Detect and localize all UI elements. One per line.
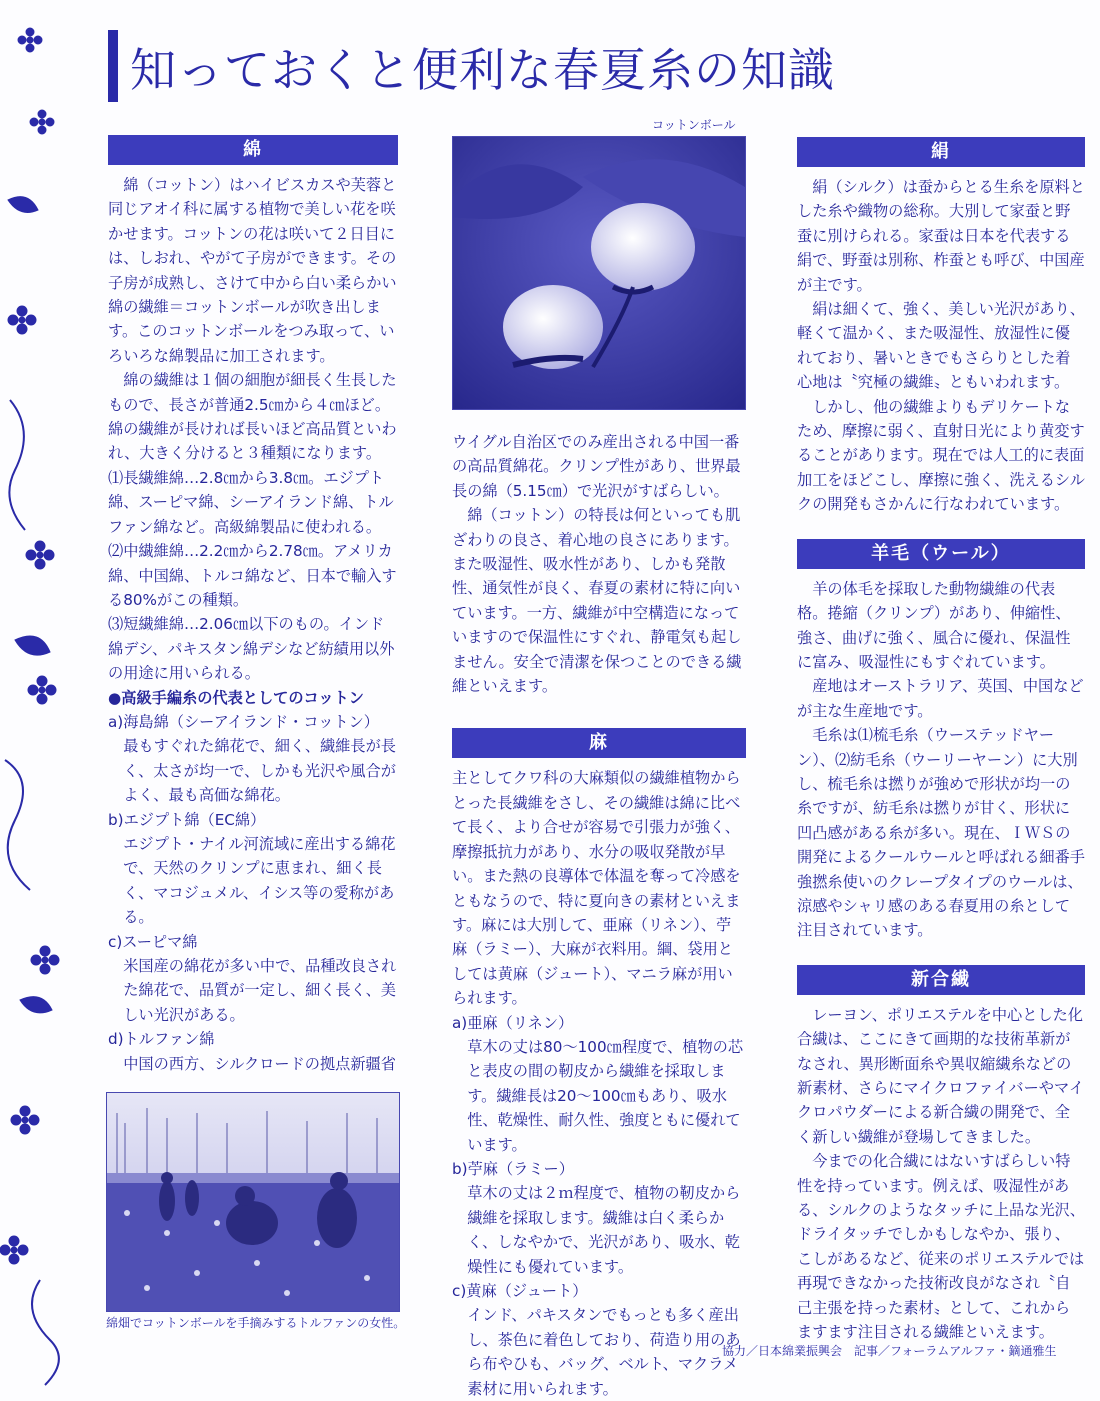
paragraph: ウイグル自治区でのみ産出される中国一番の高品質綿花。クリンプ性があり、世界最長の綿（5.15㎝）で光沢がすばらしい。 xyxy=(452,433,741,500)
item-title: c)黄麻（ジュート） xyxy=(452,1282,588,1300)
paragraph: 今までの化合繊にはないすばらしい特性を持っています。例えば、吸湿性がある、シルクのようなタッチに上品な光沢、ドライタッチでしかもしなやか、張り、こしがあるなど、従来のポリエステルでは再現できなかった技術改良がなされ〝自己主張を持った素材〟として、これからますます注目される繊維といえます。 xyxy=(797,1152,1085,1342)
cotton-field-photo xyxy=(106,1092,400,1312)
floral-margin-decoration xyxy=(0,0,70,1391)
column-cotton-linen xyxy=(452,430,746,1401)
leaf-icon xyxy=(15,636,50,655)
flower-icon xyxy=(8,306,36,334)
section-header-linen: 麻 xyxy=(452,728,746,758)
section-header-synthetic: 新合繊 xyxy=(797,965,1085,995)
list-item: ⑵中繊維綿…2.2㎝から2.78㎝。アメリカ綿、中国綿、トルコ綿など、日本で輸入する80%がこの種類。 xyxy=(108,542,397,609)
paragraph: 絹（シルク）は蚕からとる生糸を原料とした糸や織物の総称。大別して家蚕と野蚕に別けられる。家蚕は日本を代表する絹で、野蚕は別称、柞蚕とも呼び、中国産が主です。 xyxy=(797,178,1085,294)
item-title: a)海島綿（シーアイランド・コットン） xyxy=(108,712,379,731)
item-title: c)スーピマ綿 xyxy=(108,932,198,951)
list-item: ⑶短繊維綿…2.06㎝以下のもの。インド綿デシ、パキスタン綿デシなど紡績用以外の用途に用いられる。 xyxy=(108,615,395,683)
column-cotton xyxy=(108,135,398,1076)
flower-icon xyxy=(31,946,59,974)
item-title: b)エジプト綿（EC綿） xyxy=(108,810,266,829)
list-item: ⑴長繊維綿…2.8㎝から3.8㎝。エジプト綿、スーピマ綿、シーアイランド綿、トルファン綿など。高級綿製品に使われる。 xyxy=(108,468,394,536)
item-text: 草木の丈は80～100㎝程度で、植物の芯と表皮の間の靭皮から繊維を採取します。繊維長は20～100㎝もあり、吸水性、乾燥性、耐久性、強度ともに優れています。 xyxy=(467,1037,744,1154)
paragraph: 羊の体毛を採取した動物繊維の代表格。捲縮（クリンプ）があり、伸縮性、強さ、曲げに強く、風合に優れ、保温性に富み、吸湿性にもすぐれています。 xyxy=(797,579,1071,671)
column-silk-wool-synthetic xyxy=(797,137,1085,1344)
item-text: 草木の丈は２ｍ程度で、植物の靭皮から繊維を採取します。繊維は白く柔らかく、しなやかで、光沢があり、吸水、乾燥性にも優れています。 xyxy=(467,1184,741,1276)
title-accent-bar xyxy=(108,30,118,102)
section-header-silk: 絹 xyxy=(797,137,1085,167)
item-text: エジプト・ナイル河流域に産出する綿花で、天然のクリンプに恵まれ、細く長く、マコジュメル、イシス等の愛称がある。 xyxy=(123,834,396,927)
photo-label: コットンボール xyxy=(652,118,736,132)
paragraph: 綿の繊維は１個の細胞が細長く生長したもので、長さが普通2.5㎝から４㎝ほど。綿の繊維が長ければ長いほど高品質といわれ、大きく分けると３種類になります。 xyxy=(108,371,397,463)
paragraph: 産地はオーストラリア、英国、中国などが主な生産地です。 xyxy=(797,677,1084,720)
section-header-cotton: 綿 xyxy=(108,135,398,165)
credit-line: 協力／日本綿業振興会 記事／フォーラムアルファ・鏑通雅生 xyxy=(722,1344,1057,1358)
leaf-icon xyxy=(8,197,38,213)
vine-icon xyxy=(32,1280,59,1385)
paragraph: 毛糸は⑴梳毛糸（ウーステッドヤーン）、⑵紡毛糸（ウーリーヤーン）に大別し、梳毛糸は撚りが強めで形状が均一の糸ですが、紡毛糸は撚りが甘く、形状に凹凸感がある糸が多い。現在、ＩＷＳの開発によるクールウールと呼ばれる細番手強撚糸使いのクレープタイプのウールは、涼感やシャリ感のある春夏用の糸として注目されています。 xyxy=(797,726,1085,940)
flower-icon xyxy=(26,541,54,569)
cotton-ball-photo xyxy=(452,136,746,410)
item-title: b)苧麻（ラミー） xyxy=(452,1159,574,1178)
item-text: インド、パキスタンでもっとも多く産出し、茶色に着色しており、荷造り用のあら布やひも、バッグ、ベルト、マクラメ素材に用いられます。 xyxy=(467,1306,741,1398)
item-text: 中国の西方、シルクロードの拠点新疆省 xyxy=(123,1054,396,1073)
flower-icon xyxy=(11,1106,39,1134)
paragraph: しかし、他の繊維よりもデリケートなため、摩擦に弱く、直射日光により黄変することがあります。現在では人工的に表面加工をほどこし、摩擦に強く、洗えるシルクの開発もさかんに行なわれています。 xyxy=(797,397,1085,514)
paragraph: レーヨン、ポリエステルを中心とした化合繊は、ここにきて画期的な技術革新がなされ、異形断面糸や異収縮繊糸などの新素材、さらにマイクロファイバーやマイクロパウダーによる新合繊の開発で、全く新しい繊維が登場してきました。 xyxy=(797,1005,1085,1146)
sub-heading: ●高級手編糸の代表としてのコットン xyxy=(108,688,364,707)
page-title: 知っておくと便利な春夏糸の知識 xyxy=(130,43,835,97)
item-text: 最もすぐれた綿花で、細く、繊維長が長く、太さが均一で、しかも光沢や風合がよく、最も高価な綿花。 xyxy=(123,737,396,805)
paragraph: 綿（コットン）はハイビスカスや芙蓉と同じアオイ科に属する植物で美しい花を咲かせます。コットンの花は咲いて２日目には、しおれ、やがて子房ができます。その子房が成熟し、さけて中から白い柔らかい綿の繊維＝コットンボールが吹き出します。このコットンボールをつみ取って、いろいろな綿製品に加工されます。 xyxy=(108,176,397,365)
paragraph: 綿（コットン）の特長は何といっても肌ざわりの良さ、着心地の良さにあります。また吸湿性、吸水性があり、しかも発散性、通気性が良く、春夏の素材に特に向いています。一方、繊維が中空構造になっていますので保温性にすぐれ、静電気も起しません。安全で清潔を保つことのできる繊維といえます。 xyxy=(452,506,742,696)
flower-icon xyxy=(0,1236,28,1264)
vine-icon xyxy=(9,400,25,530)
leaf-icon xyxy=(20,997,52,1013)
photo-caption: 綿畑でコットンボールを手摘みするトルファンの女性。 xyxy=(106,1316,406,1330)
item-text: 米国産の綿花が多い中で、品種改良された綿花で、品質が一定し、細く長く、美しい光沢がある。 xyxy=(123,957,397,1024)
flower-icon xyxy=(28,676,56,704)
vine-icon xyxy=(5,760,30,890)
section-header-wool: 羊毛（ウール） xyxy=(797,539,1085,569)
item-title: a)亜麻（リネン） xyxy=(452,1013,574,1032)
item-title: d)トルファン綿 xyxy=(108,1030,215,1049)
paragraph: 主としてクワ科の大麻類似の繊維植物からとった長繊維をさし、その繊維は綿に比べて長く、より合せが容易で引張力が強く、摩擦抵抗力があり、水分の吸収発散が早い。また熱の良導体で体温を奪って冷感をともなうので、特に夏向きの素材といえます。麻には大別して、亜麻（リネン）、苧麻（ラミー）、大麻が衣料用。綱、袋用としては黄麻（ジュート）、マニラ麻が用いられます。 xyxy=(452,769,741,1008)
flower-icon xyxy=(18,28,42,52)
paragraph: 絹は細くて、強く、美しい光沢があり、軽くて温かく、また吸湿性、放湿性に優れており、暑いときでもさらりとした着心地は〝究極の繊維〟ともいわれます。 xyxy=(797,300,1085,392)
flower-icon xyxy=(30,110,54,134)
